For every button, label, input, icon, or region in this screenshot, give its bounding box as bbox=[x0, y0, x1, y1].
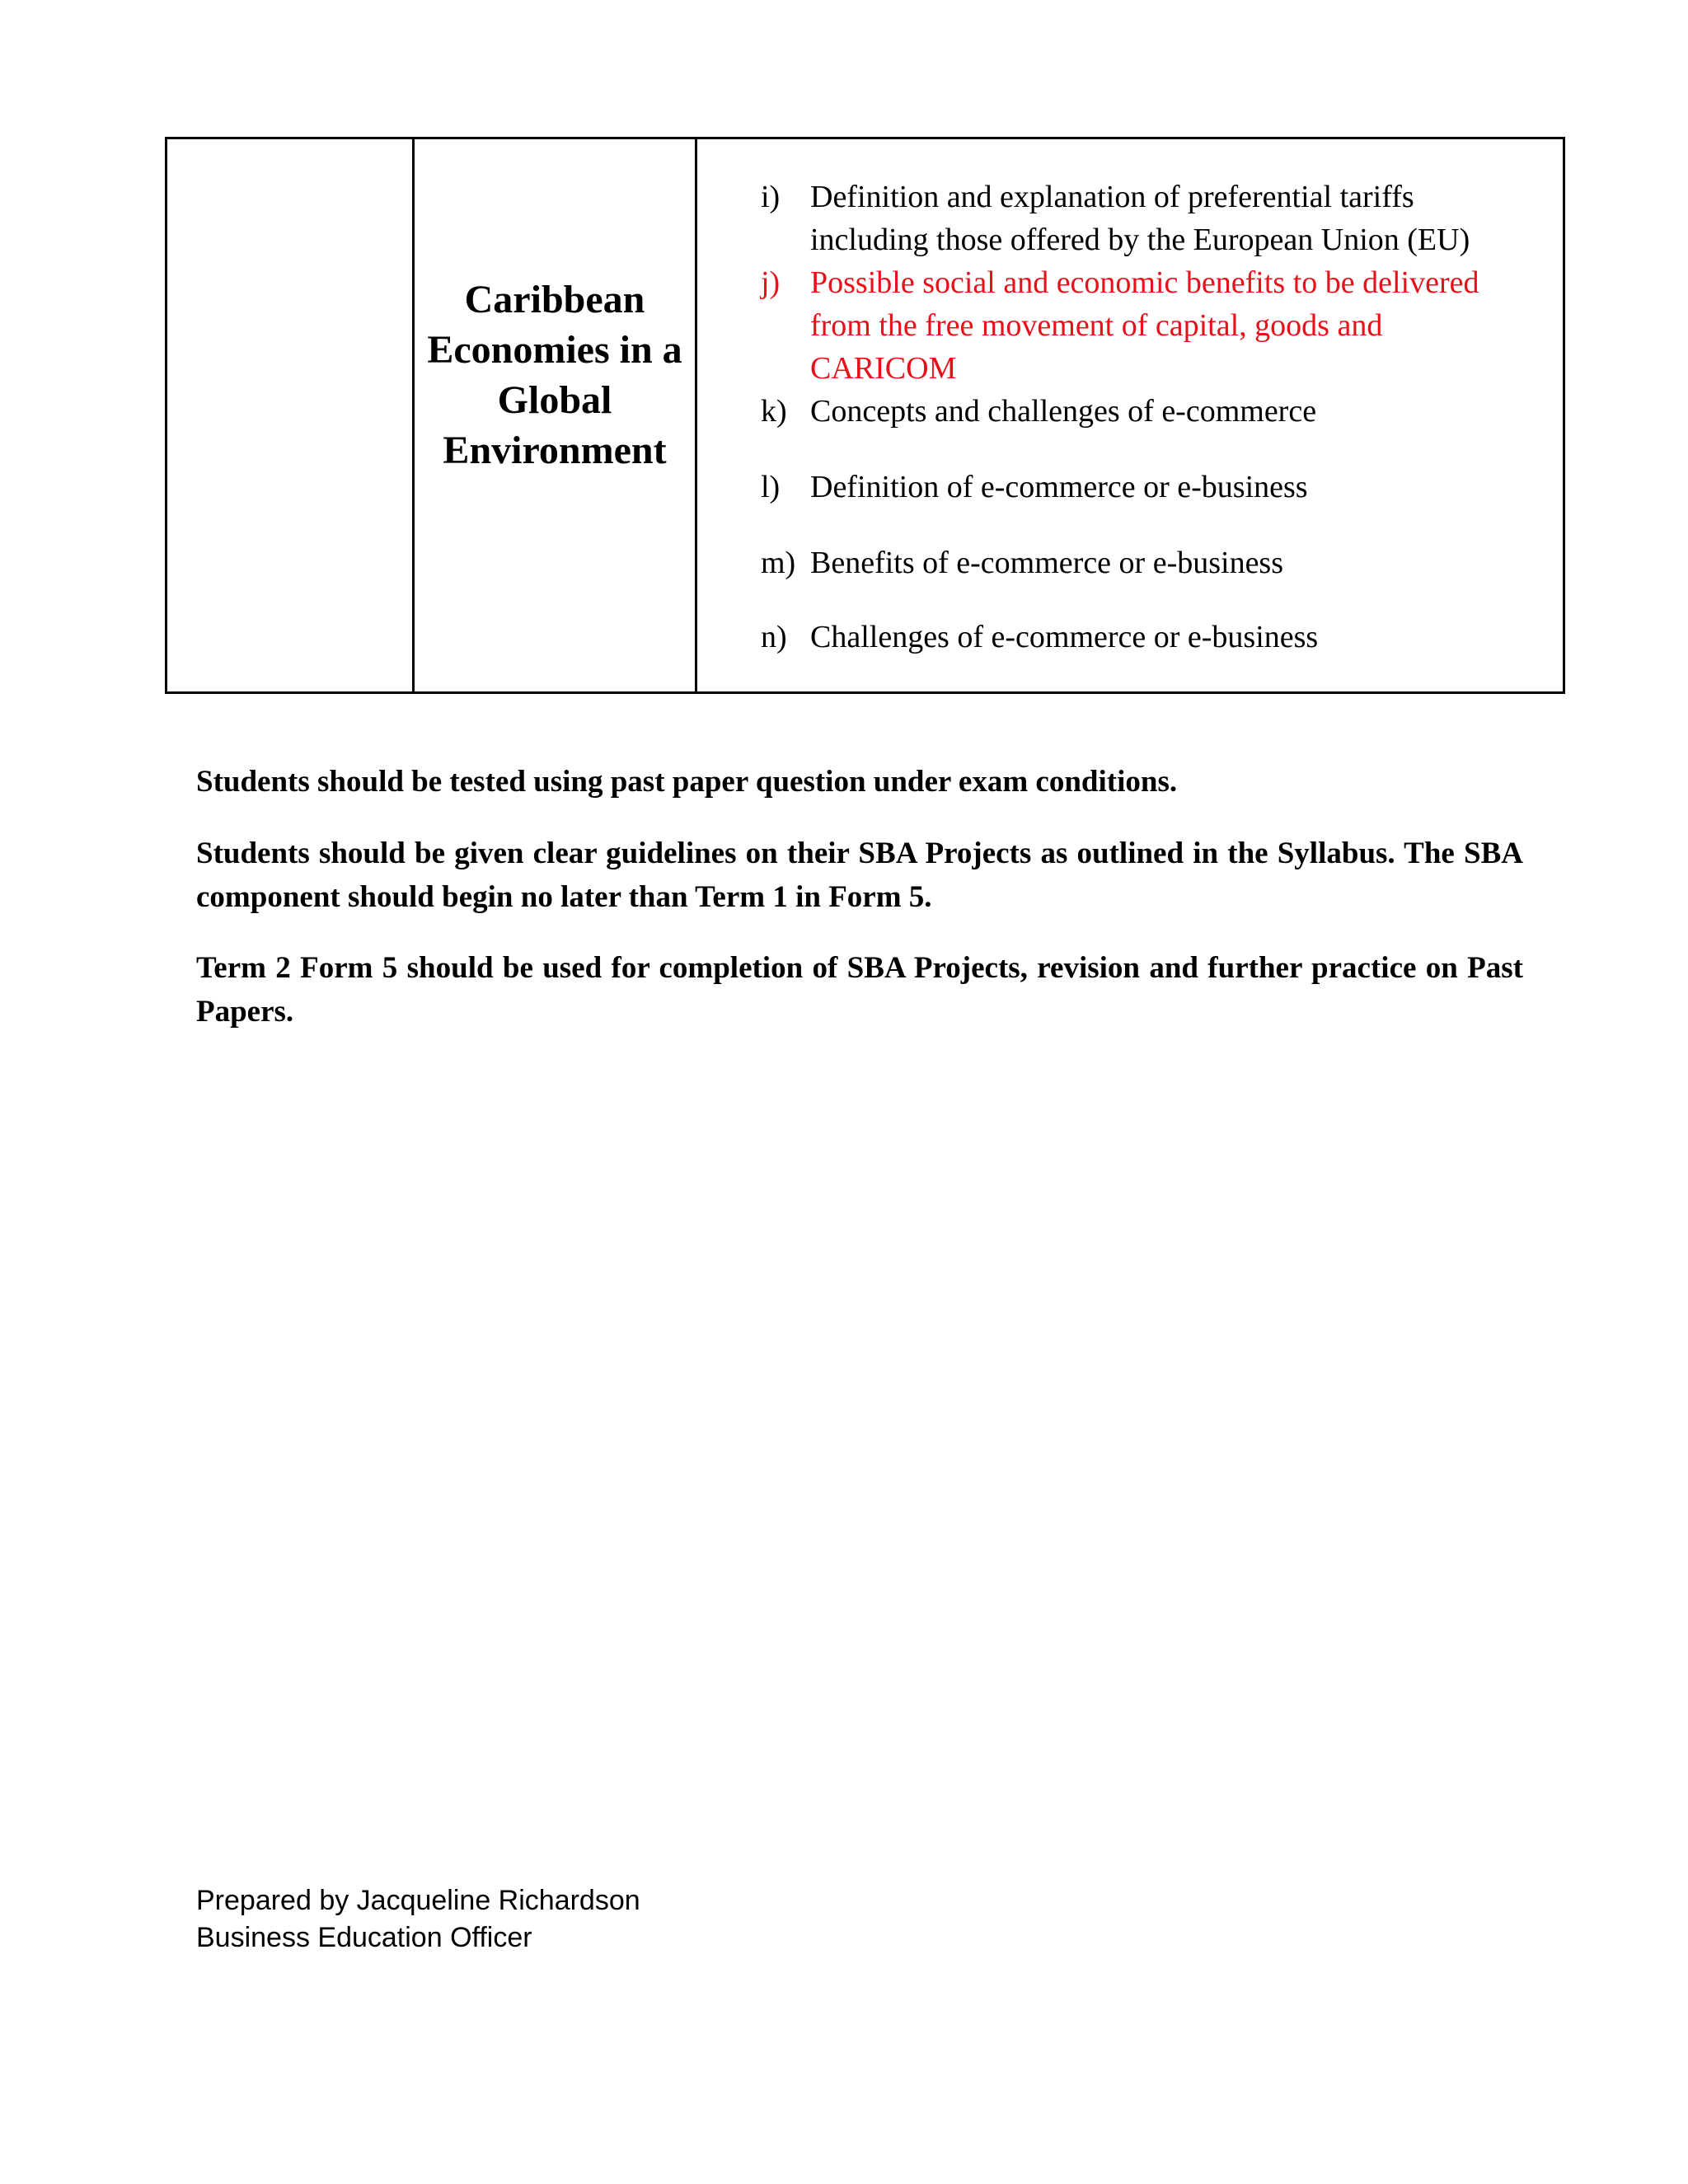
list-item-text: Benefits of e-commerce or e-business bbox=[810, 546, 1284, 580]
list-item-text: Definition and explanation of preferential tariffs including those offered by the European Union (EU) bbox=[810, 180, 1470, 257]
list-item-text: Concepts and challenges of e-commerce bbox=[810, 394, 1317, 429]
footer-author: Prepared by Jacqueline Richardson bbox=[196, 1885, 640, 1916]
table-cell-content bbox=[697, 139, 1563, 691]
syllabus-table bbox=[165, 137, 1565, 694]
note-exam-testing: Students should be tested using past paper question under exam conditions. bbox=[196, 765, 1178, 799]
list-marker: j) bbox=[761, 265, 781, 300]
list-item-text: Possible social and economic benefits to be delivered from the free movement of capital, goods and CARICOM bbox=[810, 265, 1479, 386]
list-marker: i) bbox=[761, 180, 781, 214]
table-cell-empty bbox=[167, 139, 415, 691]
footer-prepared-by bbox=[196, 1882, 640, 1957]
list-marker: n) bbox=[761, 620, 787, 654]
list-marker: k) bbox=[761, 394, 787, 429]
list-marker: l) bbox=[761, 470, 781, 504]
note-term-2: Term 2 Form 5 should be used for completion of SBA Projects, revision and further practice on Past Papers. bbox=[196, 951, 1523, 1029]
topic-title: Caribbean Economies in a Global Environment bbox=[427, 278, 682, 472]
footer-role: Business Education Officer bbox=[196, 1922, 532, 1953]
list-item-text: Challenges of e-commerce or e-business bbox=[810, 620, 1319, 654]
table-cell-topic bbox=[415, 139, 697, 691]
list-marker: m) bbox=[761, 546, 796, 580]
note-sba-guidelines: Students should be given clear guidelines on their SBA Projects as outlined in the Syllabus. The SBA component should begin no later than Term 1 in Form 5. bbox=[196, 837, 1523, 914]
list-item-text: Definition of e-commerce or e-business bbox=[810, 470, 1308, 504]
